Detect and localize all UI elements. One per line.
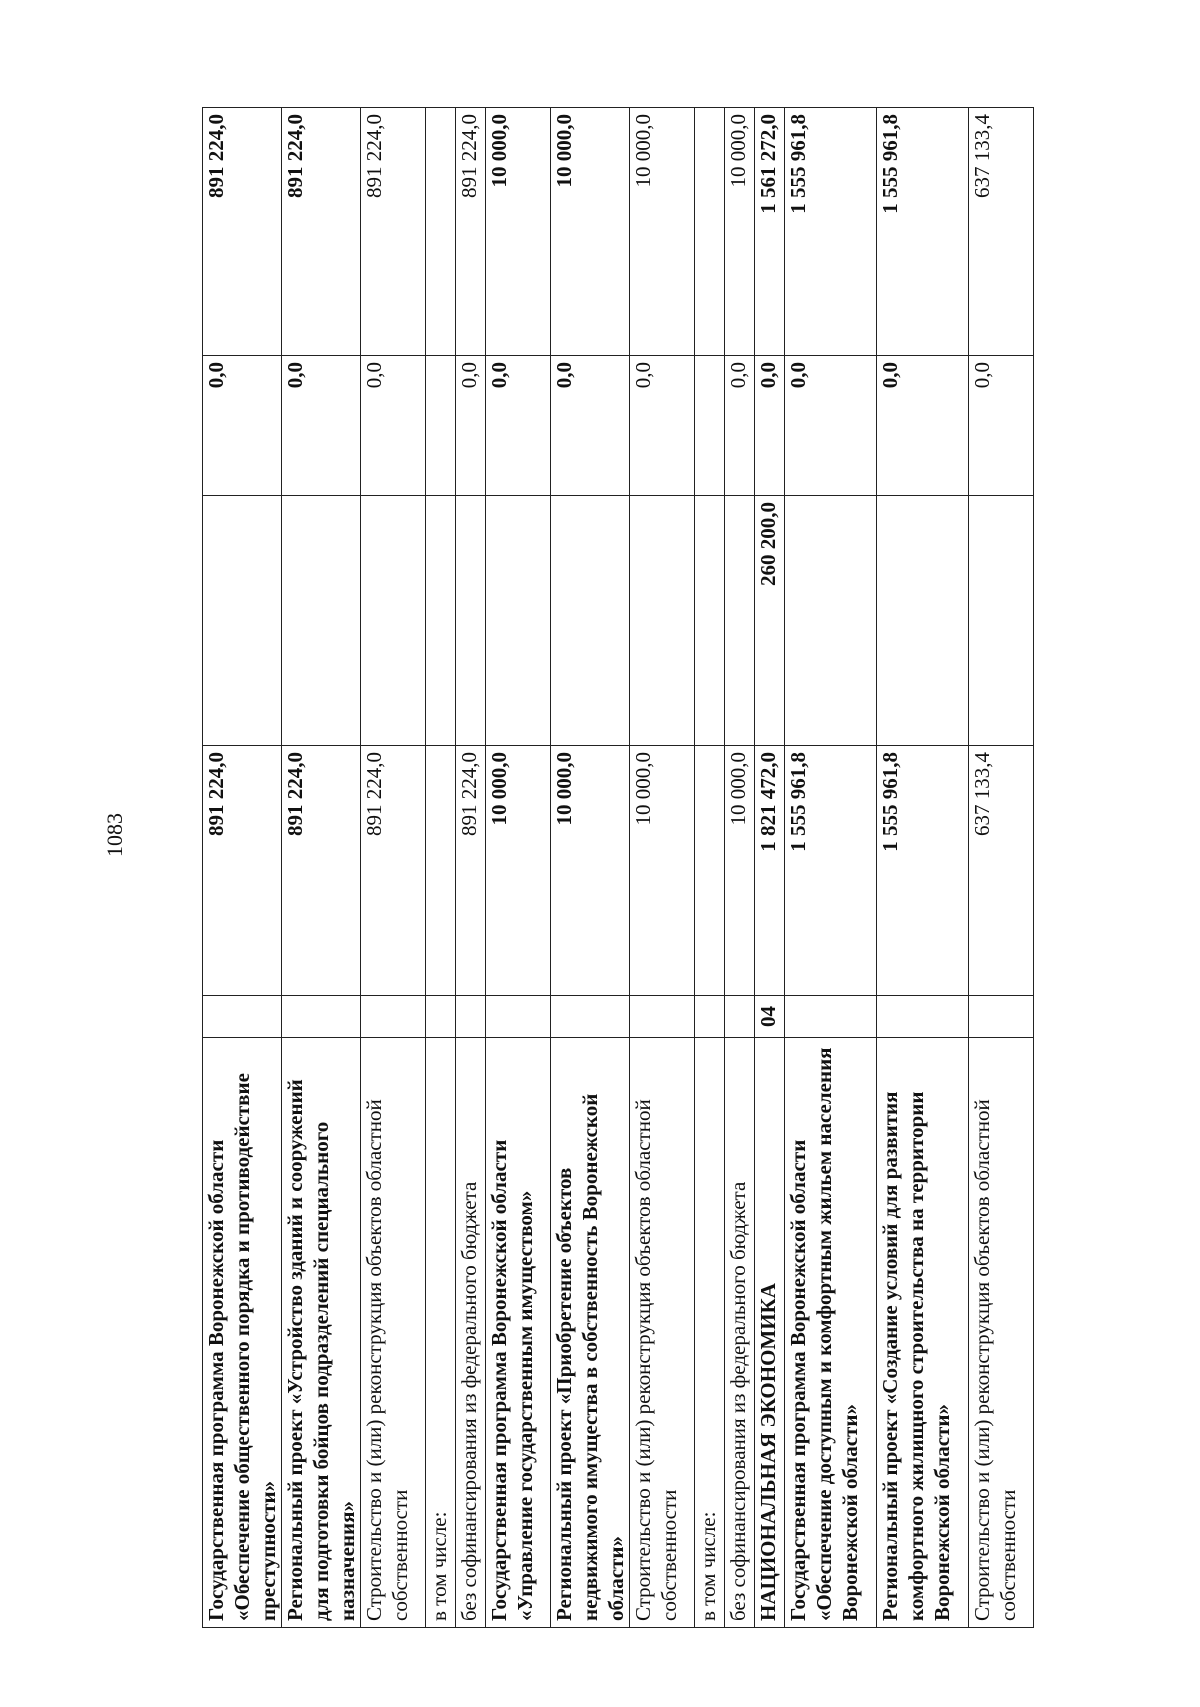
row-col3-cell: 0,0	[969, 356, 1034, 496]
row-col4-cell	[426, 108, 456, 356]
row-col2-cell	[456, 496, 486, 746]
table-row	[695, 108, 725, 1628]
row-col3-cell: 0,0	[361, 356, 426, 496]
row-total-cell: 10 000,0	[486, 746, 551, 996]
row-col2-cell: 260 200,0	[755, 496, 785, 746]
table-row	[630, 108, 695, 1628]
row-col3-cell: 0,0	[725, 356, 755, 496]
row-code-cell	[426, 996, 456, 1038]
table-row	[725, 108, 755, 1628]
row-col4-cell: 1 555 961,8	[877, 108, 969, 356]
row-col4-cell: 891 224,0	[361, 108, 426, 356]
row-col2-cell	[630, 496, 695, 746]
row-code-cell	[969, 996, 1034, 1038]
row-name-cell: Строительство и (или) реконструкция объектов областной собственности	[361, 1038, 426, 1628]
row-code-cell: 04	[755, 996, 785, 1038]
row-name-cell: Строительство и (или) реконструкция объектов областной собственности	[969, 1038, 1034, 1628]
row-col3-cell: 0,0	[785, 356, 877, 496]
row-code-cell	[630, 996, 695, 1038]
table-row	[361, 108, 426, 1628]
row-code-cell	[725, 996, 755, 1038]
table-row	[203, 108, 282, 1628]
table-row	[969, 108, 1034, 1628]
row-code-cell	[877, 996, 969, 1038]
table-row	[426, 108, 456, 1628]
row-total-cell: 637 133,4	[969, 746, 1034, 996]
row-col4-cell: 10 000,0	[725, 108, 755, 356]
row-col3-cell: 0,0	[456, 356, 486, 496]
row-col2-cell	[203, 496, 282, 746]
row-total-cell: 891 224,0	[203, 746, 282, 996]
table-row	[551, 108, 630, 1628]
row-code-cell	[695, 996, 725, 1038]
row-name-cell: без софинансирования из федерального бюджета	[456, 1038, 486, 1628]
table-row	[755, 108, 785, 1628]
row-total-cell	[695, 746, 725, 996]
row-col3-cell: 0,0	[282, 356, 361, 496]
budget-table	[202, 107, 1034, 1628]
page-number: 1083	[102, 813, 127, 857]
row-col3-cell	[695, 356, 725, 496]
table-row	[785, 108, 877, 1628]
row-col2-cell	[785, 496, 877, 746]
row-col2-cell	[551, 496, 630, 746]
row-code-cell	[785, 996, 877, 1038]
row-col2-cell	[486, 496, 551, 746]
row-col4-cell: 891 224,0	[282, 108, 361, 356]
row-total-cell: 891 224,0	[361, 746, 426, 996]
row-name-cell: Государственная программа Воронежской области «Управление государственным имуществом»	[486, 1038, 551, 1628]
row-total-cell: 1 821 472,0	[755, 746, 785, 996]
row-name-cell: Региональный проект «Приобретение объектов недвижимого имущества в собственность Воронежской области»	[551, 1038, 630, 1628]
row-code-cell	[203, 996, 282, 1038]
row-col4-cell: 10 000,0	[486, 108, 551, 356]
row-col3-cell: 0,0	[203, 356, 282, 496]
table-row	[282, 108, 361, 1628]
row-col2-cell	[695, 496, 725, 746]
row-col2-cell	[877, 496, 969, 746]
row-col4-cell: 10 000,0	[630, 108, 695, 356]
row-total-cell: 10 000,0	[630, 746, 695, 996]
row-name-cell: Строительство и (или) реконструкция объектов областной собственности	[630, 1038, 695, 1628]
row-col3-cell	[426, 356, 456, 496]
table-row	[456, 108, 486, 1628]
row-total-cell: 1 555 961,8	[877, 746, 969, 996]
row-total-cell: 891 224,0	[282, 746, 361, 996]
row-col3-cell: 0,0	[551, 356, 630, 496]
row-name-cell: в том числе:	[426, 1038, 456, 1628]
row-total-cell: 10 000,0	[725, 746, 755, 996]
row-name-cell: Региональный проект «Создание условий для развития комфортного жилищного строительства на территории Воронежской области»	[877, 1038, 969, 1628]
row-col2-cell	[969, 496, 1034, 746]
table-row	[877, 108, 969, 1628]
row-name-cell: Государственная программа Воронежской области «Обеспечение общественного порядка и противодействие преступности»	[203, 1038, 282, 1628]
row-total-cell	[426, 746, 456, 996]
row-code-cell	[361, 996, 426, 1038]
row-col3-cell: 0,0	[630, 356, 695, 496]
row-code-cell	[456, 996, 486, 1038]
row-total-cell: 891 224,0	[456, 746, 486, 996]
row-name-cell: Государственная программа Воронежской области «Обеспечение доступным и комфортным жильем населения Воронежской области»	[785, 1038, 877, 1628]
row-col2-cell	[282, 496, 361, 746]
row-col4-cell: 891 224,0	[456, 108, 486, 356]
row-col4-cell: 10 000,0	[551, 108, 630, 356]
row-col4-cell: 1 555 961,8	[785, 108, 877, 356]
table-row	[486, 108, 551, 1628]
row-name-cell: в том числе:	[695, 1038, 725, 1628]
row-col2-cell	[361, 496, 426, 746]
row-total-cell: 1 555 961,8	[785, 746, 877, 996]
row-col2-cell	[426, 496, 456, 746]
row-code-cell	[551, 996, 630, 1038]
row-code-cell	[486, 996, 551, 1038]
row-col2-cell	[725, 496, 755, 746]
row-col4-cell: 891 224,0	[203, 108, 282, 356]
row-col4-cell: 637 133,4	[969, 108, 1034, 356]
row-col4-cell: 1 561 272,0	[755, 108, 785, 356]
row-col4-cell	[695, 108, 725, 356]
row-name-cell: НАЦИОНАЛЬНАЯ ЭКОНОМИКА	[755, 1038, 785, 1628]
budget-table-wrapper	[202, 108, 1020, 1628]
row-col3-cell: 0,0	[486, 356, 551, 496]
row-col3-cell: 0,0	[755, 356, 785, 496]
row-name-cell: Региональный проект «Устройство зданий и сооружений для подготовки бойцов подразделений специального назначения»	[282, 1038, 361, 1628]
row-code-cell	[282, 996, 361, 1038]
table-body	[203, 108, 1034, 1628]
row-col3-cell: 0,0	[877, 356, 969, 496]
row-name-cell: без софинансирования из федерального бюджета	[725, 1038, 755, 1628]
row-total-cell: 10 000,0	[551, 746, 630, 996]
